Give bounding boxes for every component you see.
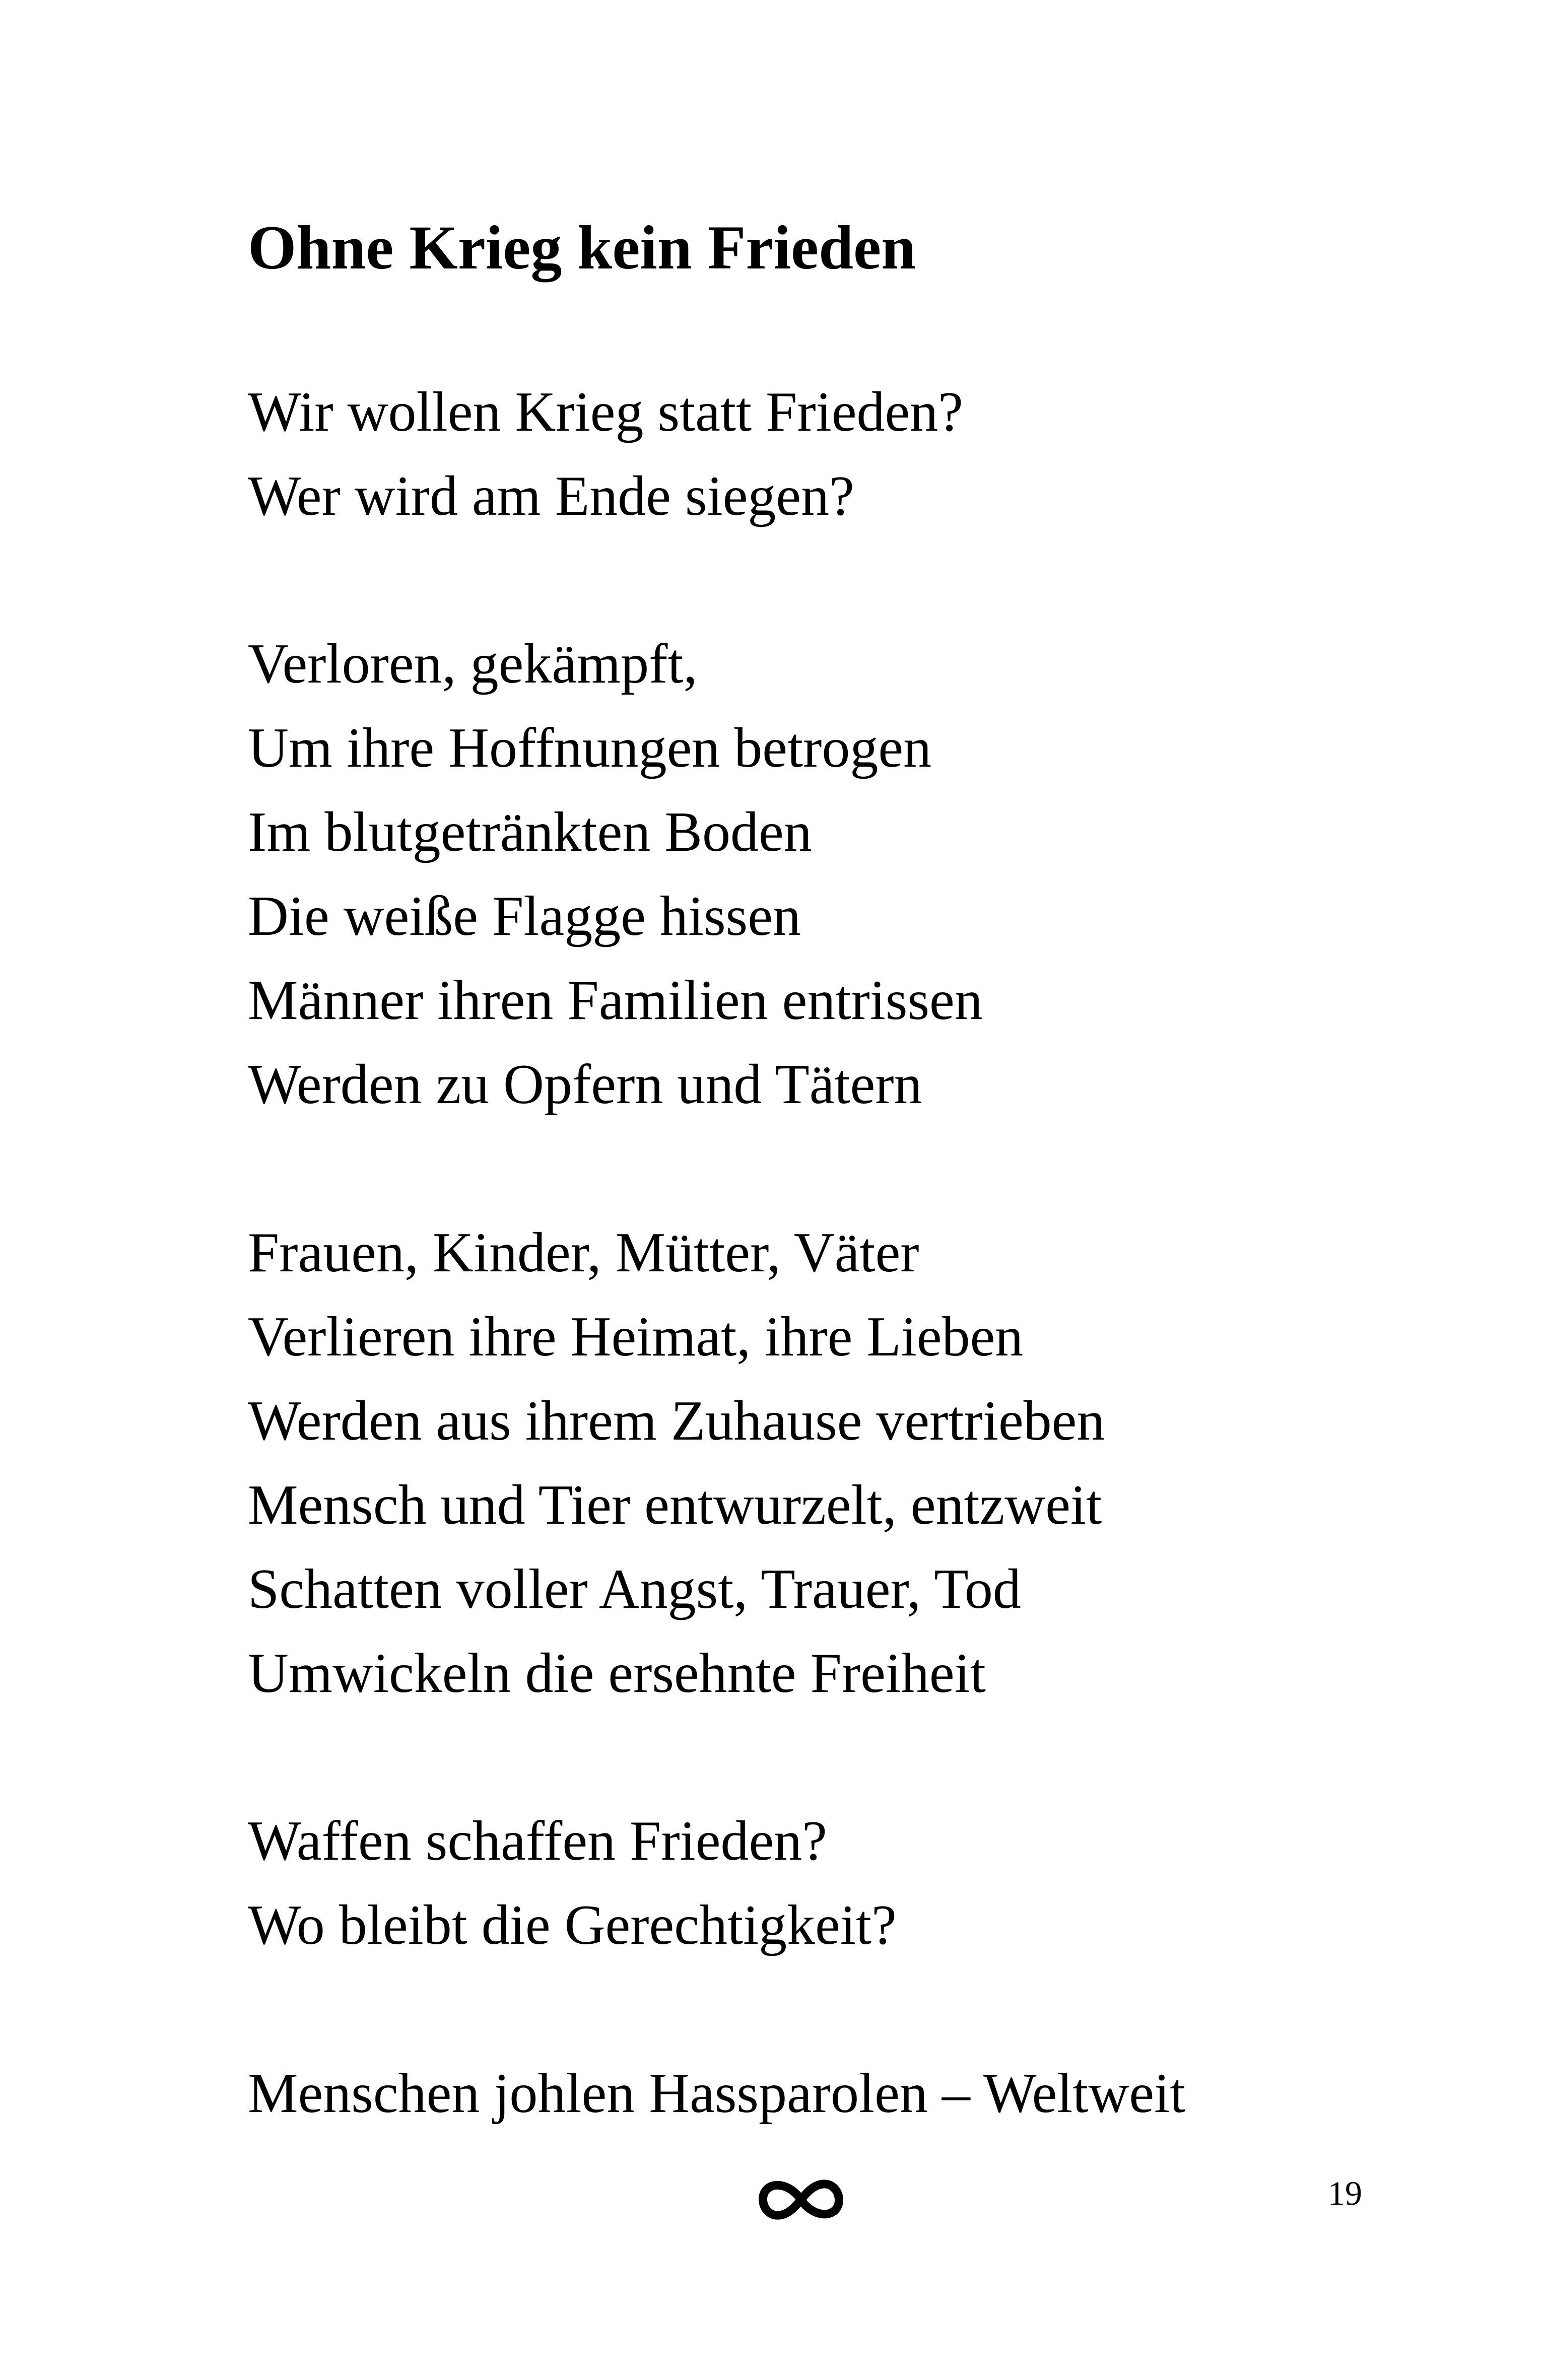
poem-line: Werden aus ihrem Zuhause vertrieben	[248, 1390, 1105, 1452]
poem-line: Die weiße Flagge hissen	[248, 885, 801, 947]
poem-line: Schatten voller Angst, Trauer, Tod	[248, 1558, 1021, 1620]
poem-line: Waffen schaffen Frieden?	[248, 1810, 827, 1872]
page-number: 19	[1328, 2174, 1362, 2212]
stanza-5	[248, 2052, 1185, 2136]
poem-line: Menschen johlen Hassparolen – Weltweit	[248, 2062, 1186, 2125]
stanza-3	[248, 1211, 1105, 1716]
poem-line: Verloren, gekämpft,	[248, 633, 698, 695]
poem-line: Um ihre Hoffnungen betrogen	[248, 717, 932, 779]
poem-line: Wer wird am Ende siegen?	[248, 465, 854, 527]
poem-line: Männer ihren Familien entrissen	[248, 969, 983, 1032]
poem-line: Werden zu Opfern und Tätern	[248, 1053, 922, 1116]
poem-line: Wir wollen Krieg statt Frieden?	[248, 381, 963, 443]
poem-line: Im blutgetränkten Boden	[248, 801, 812, 863]
poem-line: Frauen, Kinder, Mütter, Väter	[248, 1221, 919, 1284]
poem-line: Wo bleibt die Gerechtigkeit?	[248, 1894, 897, 1956]
stanza-4	[248, 1799, 897, 1967]
stanza-1	[248, 370, 963, 538]
poem-line: Verlieren ihre Heimat, ihre Lieben	[248, 1306, 1024, 1368]
poem-title: Ohne Krieg kein Frieden	[248, 213, 916, 282]
poem-line: Mensch und Tier entwurzelt, entzweit	[248, 1474, 1102, 1536]
poem-line: Umwickeln die ersehnte Freiheit	[248, 1642, 986, 1705]
infinity-icon	[751, 2172, 851, 2227]
stanza-2	[248, 622, 983, 1127]
